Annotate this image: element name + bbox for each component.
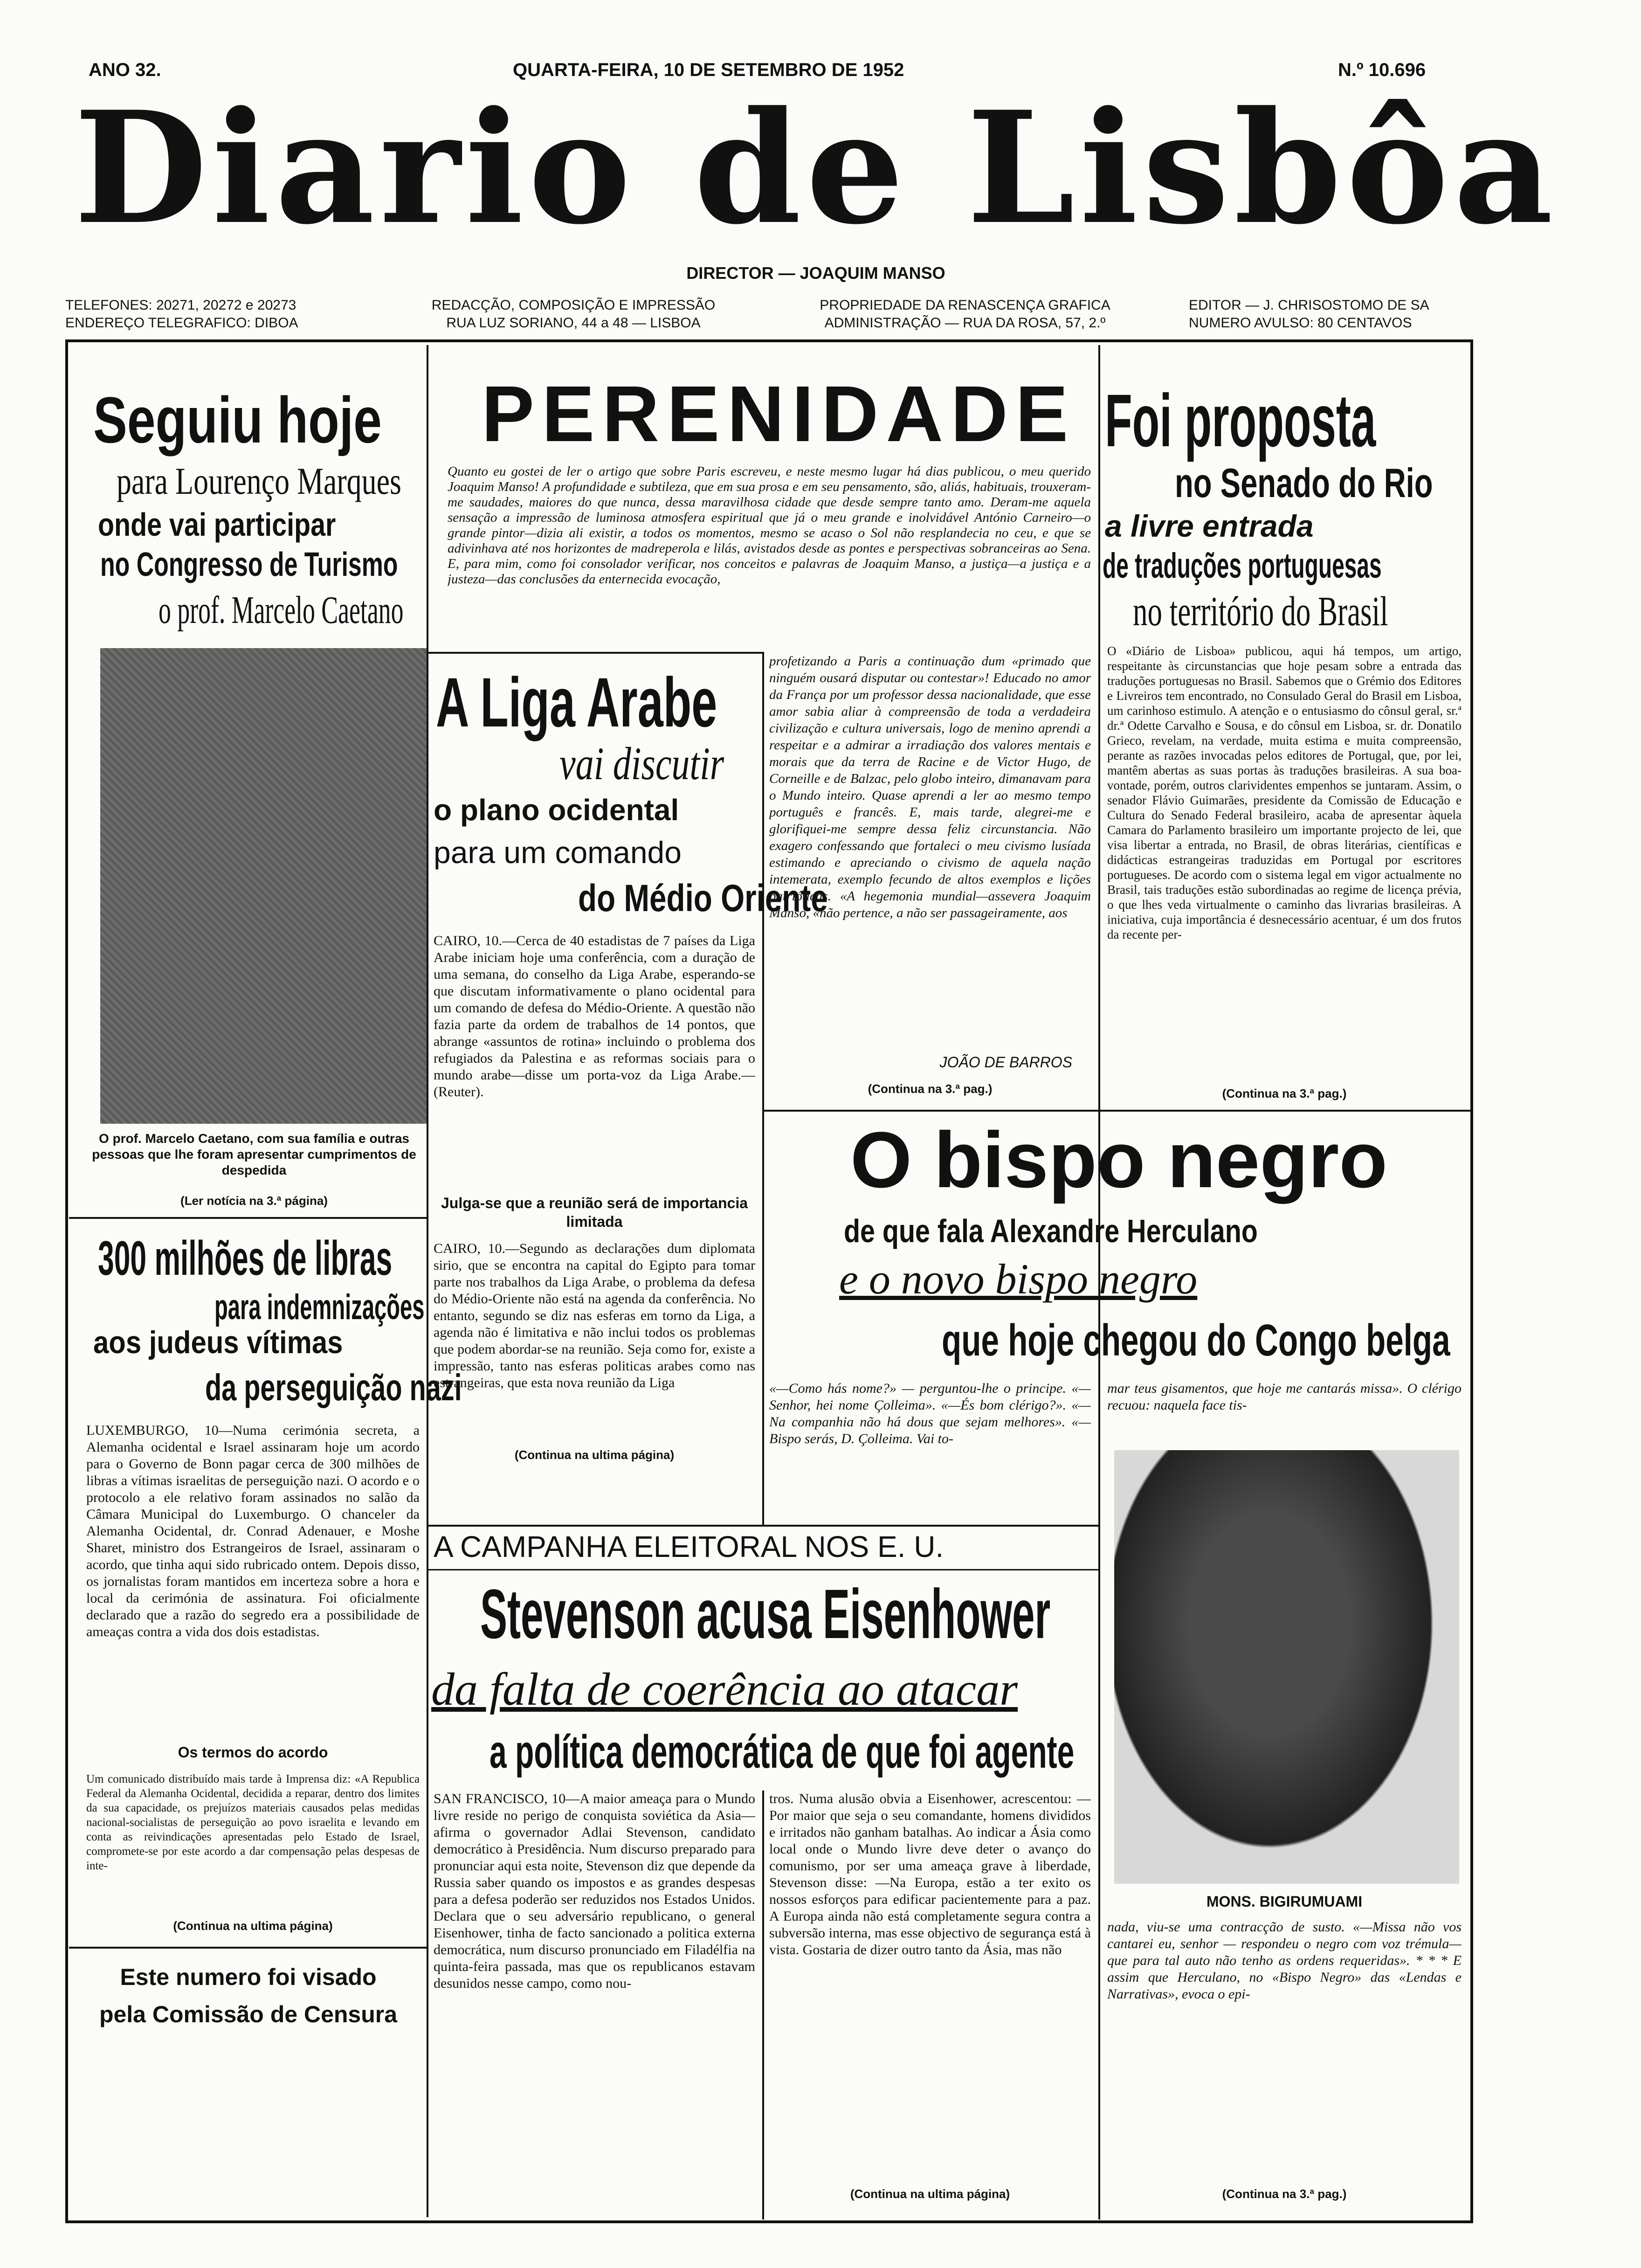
caetano-headline-4: no Congresso de Turismo — [100, 546, 398, 583]
libras-headline-2: para indemnizações — [214, 1287, 425, 1327]
redaccao-address: RUA LUZ SORIANO, 44 a 48 — LISBOA — [446, 315, 701, 331]
col-divider-stevenson — [762, 1791, 764, 2220]
perenidade-body: profetizando a Paris a continuação dum «primado que ninguém ousará disputar ou contestar»! Educado no amor da França por um professor dessa nacionalidade, que esse amor sabia aliar à compreensão de toda a verdadeira civilização e cultura universais, logo de menino aprendi a respeitar e a admirar a irradiação dos valores mentais e morais que da terra de Racine e de Victor Hugo, de Corneille e de Balzac, pelo globo inteiro, dimanavam para o Mundo inteiro. Quase aprendi a ler ao mesmo tempo português e francês. E, mais tarde, alegrei-me e glorifiquei-me sempre dessa feliz circunstancia. Não exagero confessando que fortaleci o meu civismo lusíada estimando e apreciando o civismo de aquela nação intemerata, exemplo fecundo de altos exemplos e lições patrióticas. «A hegemonia mundial—assevera Joaquim Manso, «não pertence, a não ser passageiramente, aos — [769, 654, 1091, 920]
senado-continued: (Continua na 3.ª pag.) — [1222, 1086, 1347, 1100]
col-divider-2 — [762, 653, 764, 1525]
caetano-headline-1: Seguiu hoje — [93, 383, 382, 456]
issue-date: QUARTA-FEIRA, 10 DE SETEMBRO DE 1952 — [513, 60, 904, 80]
price-line: NUMERO AVULSO: 80 CENTAVOS — [1189, 315, 1412, 331]
frame-top — [65, 339, 1473, 342]
caetano-family-photo — [100, 648, 427, 1124]
info-editor — [1189, 297, 1571, 332]
stevenson-headline-2: da falta de coerência ao atacar — [431, 1663, 1018, 1715]
info-redaccao — [406, 297, 741, 332]
stevenson-continued: (Continua na ultima página) — [850, 2187, 1010, 2201]
col-divider-bispo — [1098, 1380, 1100, 2220]
phones: TELEFONES: 20271, 20272 e 20273 — [65, 297, 296, 313]
liga-article-body-2: CAIRO, 10.—Segundo as declarações dum diplomata sirio, que se encontra na capital do Egipto para tomar parte nos trabalhos da Liga Arabe, o problema da defesa do Médio-Oriente não está na agenda da conferência. No entanto, segundo se diz nas esferas em torno da Liga, a agenda não é limitativa e não inclui todos os problemas que podem abordar-se na reunião. Seja como for, existe a impressão, tanto nas esferas politicas arabes como nas estrangeiras, que esta nova reunião da Liga — [434, 1241, 755, 1390]
caetano-read-more: (Ler notícia na 3.ª página) — [180, 1194, 328, 1208]
frame-bottom — [65, 2220, 1473, 2223]
bispo-text-right-2: nada, viu-se uma contracção de susto. «—Missa não vos cantarei eu, senhor — respondeu o negro com voz trémula—que para tal auto não tenho as ordens requeridas». * * * E assim que Herculano, no «Bispo Negro» das «Lendas e Narrativas», evoca o epi- — [1107, 1919, 1462, 2002]
bispo-continued: (Continua na 3.ª pag.) — [1222, 2187, 1347, 2201]
redaccao-line: REDACÇÃO, COMPOSIÇÃO E IMPRESSÃO — [431, 297, 716, 313]
liga-headline-3: o plano ocidental — [434, 793, 679, 827]
frame-left — [65, 339, 68, 2223]
senado-headline-5: no território do Brasil — [1133, 588, 1388, 635]
perenidade-author: JOÃO DE BARROS — [939, 1054, 1072, 1071]
liga-article-body: CAIRO, 10.—Cerca de 40 estadistas de 7 países da Liga Arabe iniciam hoje uma conferência, com a duração de uma semana, do conselho da Liga Arabe, esperando-se que discutam informativamente o plano ocidental para um comando de defesa do Médio-Oriente. A questão não fazia parte da ordem de trabalhos de 14 pontos, que abrange «assuntos de rotina» incluindo o problema dos refugiados da Palestina e as reformas sociais para o mundo arabe—disse um porta-voz da Liga Arabe.—(Reuter). — [434, 933, 755, 1099]
stevenson-kicker-rule — [428, 1569, 1100, 1570]
bispo-headline-3: e o novo bispo negro — [839, 1255, 1198, 1303]
liga-headline-1: A Liga Arabe — [436, 663, 717, 741]
editor-line: EDITOR — J. CHRISOSTOMO DE SA — [1189, 297, 1429, 313]
telegraph-address: ENDEREÇO TELEGRAFICO: DIBOA — [65, 315, 298, 331]
senado-article-body: O «Diário de Lisboa» publicou, aqui há tempos, um artigo, respeitante às circunstancias que hoje pesam sobre a entrada das traduções portuguesas no Brasil. Sabemos que o Grémio dos Editores e Livreiros tem encontrado, no Consulado Geral do Brasil em Lisboa, um carinhoso estimulo. A atenção e o entusiasmo do cônsul geral, sr.ª dr.ª Odette Carvalho e Sousa, e do cônsul em Lisboa, sr. dr. Donatilo Grieco, revelam, na verdade, muita estima e muita compreensão, perante as razões invocadas pelos editores de Portugal, que, por lei, mantêm abertas as suas portas às traduções brasileiras. A sua boa-vontade, porém, outros clarividentes empenhos se juntaram. Assim, o senador Flávio Guimarães, presidente da Comissão de Educação e Cultura do Senado Federal brasileiro, acaba de apresentar àquela Camara do Parlamento brasileiro um importante projecto de lei, que visa libertar a entrada, no Brasil, de obras literárias, científicas e didácticas estrangeiras traduzidas em Portugal por escritores portugueses. De acordo com o sistema legal em vigor actualmente no Brasil, tais traduções estão subordinadas ao regime de licença prévia, o que lhes veda virtualmente o caminho das livrarias brasileiras. A iniciativa, cuja importância é desnecessário acentuar, é um dos frutos da recente per- — [1107, 644, 1462, 941]
bispo-text-right: mar teus gisamentos, que hoje me cantarás missa». O clérigo recuou: naquela face tis- — [1107, 1381, 1462, 1413]
stevenson-headline-3: a política democrática de que foi agente — [490, 1726, 1075, 1778]
bispo-headline-2: de que fala Alexandre Herculano — [844, 1213, 1258, 1249]
bispo-top-rule — [764, 1110, 1470, 1112]
libras-continued: (Continua na ultima página) — [173, 1919, 333, 1933]
bispo-dialogue: «—Como hás nome?» — perguntou-lhe o principe. «—Senhor, hei nome Çolleima». «—És bom clérigo?». «—Na companhia não há dous que sejam melhores». «—Bispo serás, D. Çolleima. Vai to- — [769, 1381, 1091, 1446]
perenidade-title: PERENIDADE — [481, 370, 1076, 458]
perenidade-intro: Quanto eu gostei de ler o artigo que sobre Paris escreveu, e neste mesmo lugar há dias publicou, o meu querido Joaquim Manso! A profundidade e subtileza, que em sua prosa e em seu pensamento, são, aliás, habituais, trouxeram-me saudades, maiores do que nunca, dessa maravilhosa cidade que desde sempre tanto amo. Deram-me aquela sensação a impressão de luminosa atmosfera espiritual que já o meu grande e inolvidável António Carneiro—o grande pintor—dizia ali existir, a todos os momentos, mesmo se acaso o Sol não resplandecia no ceu, e que se adivinhava até nos horizontes de madreperola e lilás, avistados desde as pontes e perspectivas sobranceiras ao Sena. E, para mim, como foi consolador verificar, nos conceitos e palavras de Joaquim Manso, a justiça—a justiça e a justeza—das conclusões da enternecida evocação, — [448, 464, 1091, 587]
director-line: DIRECTOR — JOAQUIM MANSO — [686, 263, 945, 283]
liga-continued: (Continua na ultima página) — [514, 1448, 675, 1462]
liga-headline-2: vai discutir — [559, 738, 724, 789]
liga-headline-4: para um comando — [434, 835, 682, 870]
col1-divider-a — [69, 1217, 427, 1219]
censorship-notice — [70, 1958, 427, 2033]
col-divider-1 — [427, 345, 428, 2217]
bispo-headline-1: O bispo negro — [850, 1116, 1388, 1204]
volume-year: ANO 32. — [89, 60, 161, 80]
administracao-address: ADMINISTRAÇÃO — RUA DA ROSA, 57, 2.º — [824, 315, 1106, 331]
libras-subhead: Os termos do acordo — [178, 1744, 328, 1761]
caetano-headline-2: para Lourenço Marques — [117, 460, 401, 502]
senado-headline-3: a livre entrada — [1105, 509, 1314, 543]
propriedade-line: PROPRIEDADE DA RENASCENÇA GRAFICA — [820, 297, 1110, 313]
bishop-photo-caption: MONS. BIGIRUMUAMI — [1206, 1893, 1363, 1910]
libras-article-body: LUXEMBURGO, 10—Numa cerimónia secreta, a Alemanha ocidental e Israel assinaram hoje um acordo para o Governo de Bonn pagar cerca de 300 milhões de libras a vítimas israelitas de perseguição nazi. O acordo e o protocolo a ele relativo foram assinados no salão da Câmara Municipal do Luxemburgo. O chanceler da Alemanha Ocidental, dr. Conrad Adenauer, e Moshe Sharet, ministro dos Estrangeiros de Israel, assinaram o acordo, que tinha aqui sido rubricado ontem. Depois disso, os jornalistas foram mantidos em incerteza sobre a hora e local da cerimónia de assinatura. Foi oficialmente declarado que a razão do segredo era a possibilidade de ameaças contra a vida dos dois estadistas. — [86, 1423, 420, 1639]
liga-headline-5: do Médio Oriente — [578, 877, 828, 920]
bishop-photo — [1114, 1450, 1459, 1884]
info-contacts — [65, 297, 401, 332]
stevenson-top-rule — [428, 1525, 1100, 1527]
liga-subhead: Julga-se que a reunião será de importancia limitada — [441, 1195, 748, 1230]
caetano-headline-5: o prof. Marcelo Caetano — [159, 588, 404, 632]
caetano-headline-3: onde vai participar — [98, 506, 336, 543]
stevenson-headline-1: Stevenson acusa Eisenhower — [480, 1575, 1051, 1653]
info-propriedade — [783, 297, 1147, 332]
issue-number: N.º 10.696 — [1338, 60, 1426, 80]
caetano-photo-caption: O prof. Marcelo Caetano, com sua família e outras pessoas que lhe foram apresentar cumprimentos de despedida — [92, 1131, 416, 1177]
senado-headline-1: Foi proposta — [1105, 379, 1376, 462]
newspaper-title: Diario de Lisbôa — [74, 77, 1558, 258]
stevenson-article-body: SAN FRANCISCO, 10—A maior ameaça para o Mundo livre reside no perigo de conquista soviética da Asia—afirma o governador Adlai Stevenson, candidato democrático à Presidência. Num discurso preparado para pronunciar aqui esta noite, Stevenson diz que depende da Russia saber quando os impostos e as grandes despesas para a defesa poderão ser reduzidos nos Estados Unidos. Declara que o seu adversário republicano, o general Eisenhower, tinha de facto sancionado a politica externa democrática, num discurso pronunciado em Filadélfia na quinta-feira passada, mas que os republicanos estavam desunidos nesse campo, como nou- — [434, 1791, 755, 1991]
stevenson-kicker: A CAMPANHA ELEITORAL NOS E. U. — [434, 1530, 944, 1563]
libras-headline-1: 300 milhões de libras — [98, 1231, 393, 1286]
frame-right — [1470, 339, 1473, 2223]
senado-headline-4: de traduções portuguesas — [1103, 546, 1382, 586]
libras-headline-4: da perseguição nazi — [205, 1367, 462, 1408]
censorship-line-1: Este numero foi visado — [120, 1964, 377, 1990]
col1-divider-b — [69, 1947, 427, 1949]
perenidade-continued: (Continua na 3.ª pag.) — [868, 1082, 993, 1096]
senado-headline-2: no Senado do Rio — [1175, 460, 1433, 506]
censorship-line-2: pela Comissão de Censura — [99, 2001, 398, 2027]
libras-article-body-2: Um comunicado distribuído mais tarde à Imprensa diz: «A Republica Federal da Alemanha Ocidental, decidida a reparar, dentro dos limites da sua capacidade, os prejuízos materiais causados pelas medidas nacional-socialistas de perseguição ao povo israelita e levando em conta as reivindicações apresentadas pelo Estado de Israel, compromete-se por este acordo a dar compensação pelas despesas de inte- — [86, 1773, 420, 1872]
libras-headline-3: aos judeus vítimas — [93, 1325, 343, 1360]
liga-top-rule — [428, 652, 764, 654]
bispo-headline-4: que hoje chegou do Congo belga — [942, 1315, 1450, 1365]
stevenson-article-body-2: tros. Numa alusão obvia a Eisenhower, acrescentou: —Por maior que seja o seu comandante, homens divididos e irritados não ganham batalhas. Ao indicar a Ásia como local onde o Mundo livre deve deter o avanço do comunismo, por ser uma ameaça grave à liberdade, Stevenson disse: —Na Europa, estão a ter exito os nossos esforços para edificar pacientemente para a paz. A Europa ainda não está completamente segura contra a subversão interna, mas esse objectivo de segurança está à vista. Gostaria de dizer outro tanto da Ásia, mas não — [769, 1791, 1091, 1957]
